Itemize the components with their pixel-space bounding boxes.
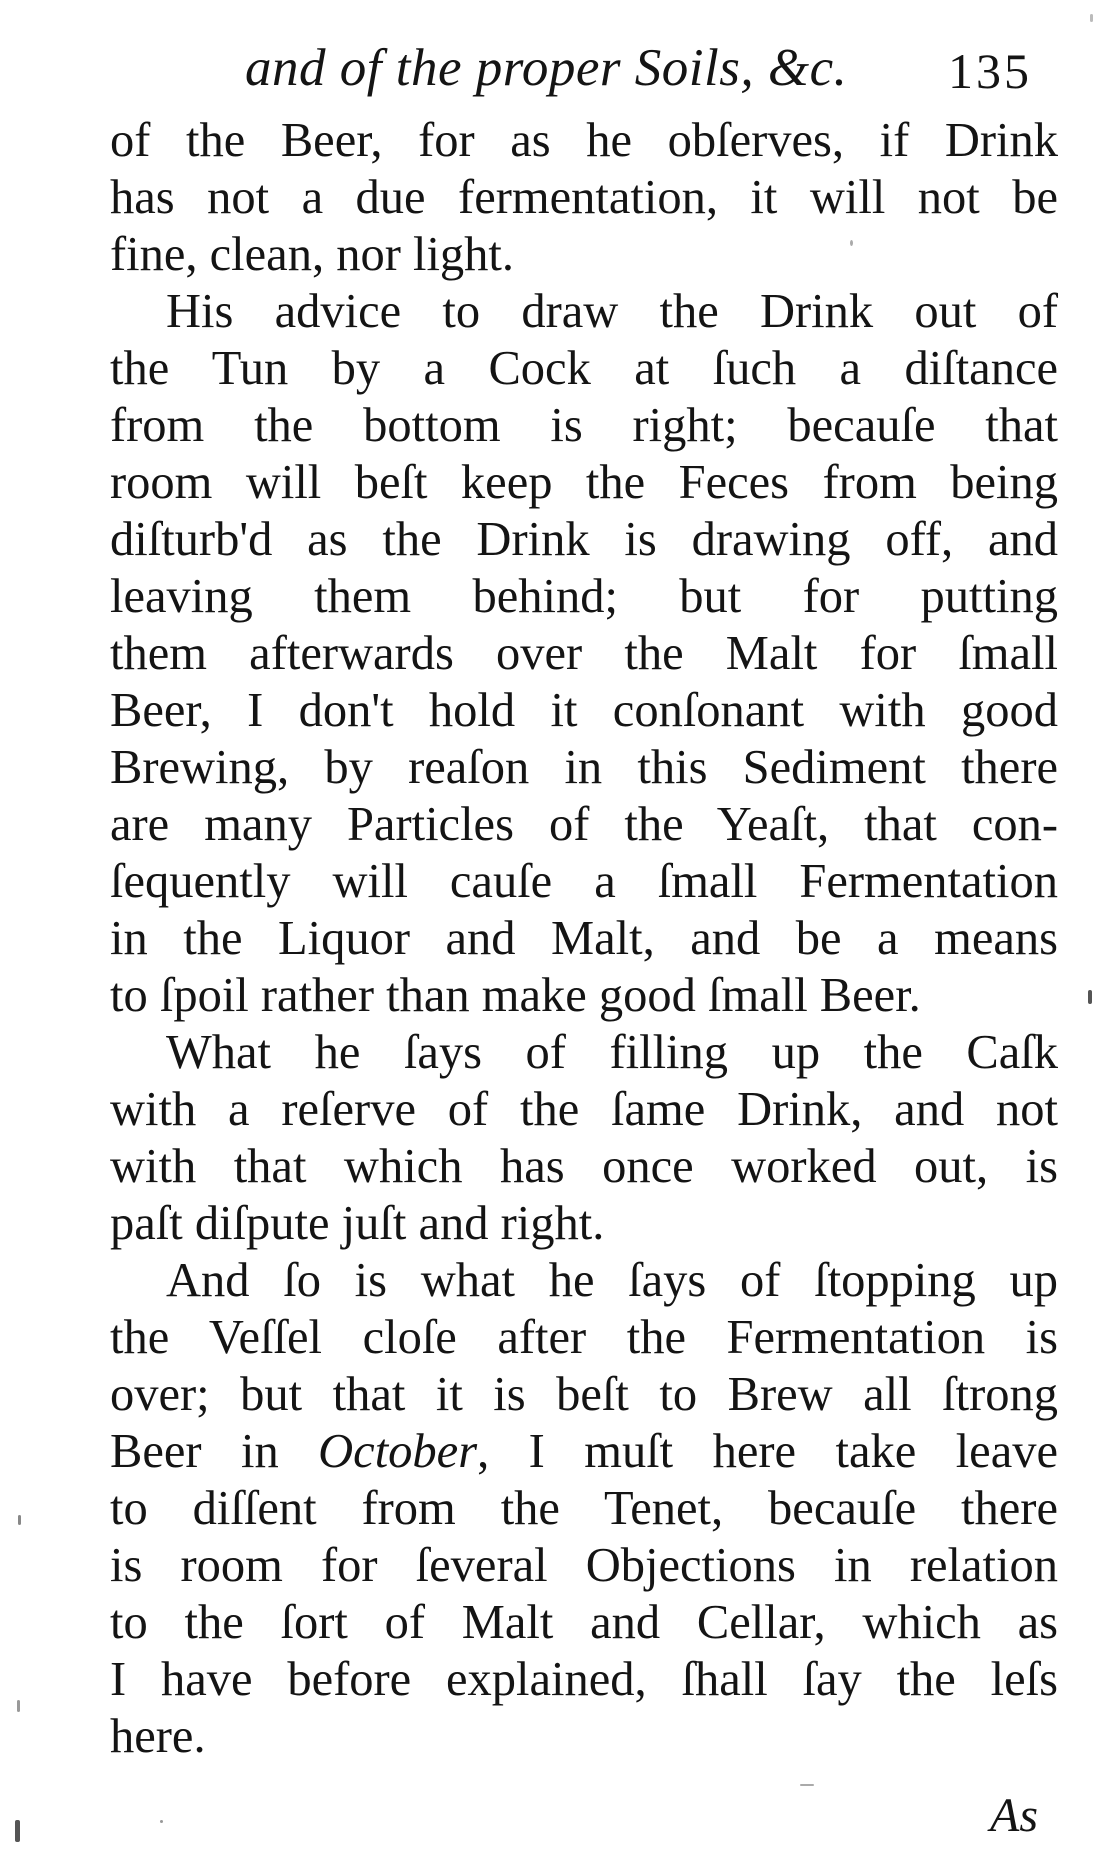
text-line: leaving them behind; but for putting	[110, 570, 1058, 623]
text-line: Beer, I don't hold it conſonant with good	[110, 684, 1058, 737]
text-line: over; but that it is beſt to Brew all ſtrong	[110, 1368, 1058, 1421]
text-segment: Beer in	[110, 1425, 319, 1478]
scan-speck	[160, 1820, 163, 1823]
text-line: with that which has once worked out, is	[110, 1140, 1058, 1193]
scan-speck	[18, 1515, 21, 1525]
text-line: to diſſent from the Tenet, becauſe there	[110, 1482, 1058, 1535]
scan-speck	[800, 1784, 814, 1786]
scan-speck	[17, 1700, 20, 1712]
text-line: to the ſort of Malt and Cellar, which as	[110, 1596, 1058, 1649]
scan-speck	[1088, 990, 1092, 1004]
body-text	[110, 112, 1058, 1765]
text-line: I have before explained, ſhall ſay the leſs	[110, 1653, 1058, 1706]
page-number: 135	[948, 43, 1032, 99]
italic-month: October	[318, 1425, 478, 1478]
running-head: and of the proper Soils, &c.	[245, 39, 848, 97]
scan-speck	[15, 1820, 20, 1842]
paragraph-start-line: What he ſays of filling up the Caſk	[166, 1026, 1058, 1079]
text-line: diſturb'd as the Drink is drawing off, and	[110, 513, 1058, 566]
text-line: has not a due fermentation, it will not be	[110, 171, 1058, 224]
text-line: with a reſerve of the ſame Drink, and not	[110, 1083, 1058, 1136]
paragraph-start-line: His advice to draw the Drink out of	[166, 285, 1058, 338]
text-line: are many Particles of the Yeaſt, that con-	[110, 798, 1058, 851]
text-line: the Tun by a Cock at ſuch a diſtance	[110, 342, 1058, 395]
text-line: to ſpoil rather than make good ſmall Beer.	[110, 969, 921, 1022]
text-line: is room for ſeveral Objections in relation	[110, 1539, 1058, 1592]
scan-speck	[850, 240, 853, 246]
text-line: paſt diſpute juſt and right.	[110, 1197, 605, 1250]
text-line: the Veſſel cloſe after the Fermentation is	[110, 1311, 1058, 1364]
text-line: fine, clean, nor light.	[110, 228, 515, 281]
text-line: from the bottom is right; becauſe that	[110, 399, 1058, 452]
text-line: in the Liquor and Malt, and be a means	[110, 912, 1058, 965]
text-line: room will beſt keep the Feces from being	[110, 456, 1058, 509]
text-line: here.	[110, 1710, 206, 1763]
text-line: them afterwards over the Malt for ſmall	[110, 627, 1058, 680]
scan-speck	[1090, 14, 1093, 22]
text-line: of the Beer, for as he obſerves, if Drink	[110, 114, 1058, 167]
text-segment: , I muſt here take leave	[477, 1425, 1058, 1478]
catchword: As	[990, 1789, 1038, 1842]
text-line-with-italic	[110, 1423, 1058, 1480]
text-line: ſequently will cauſe a ſmall Fermentation	[110, 855, 1058, 908]
paragraph-start-line: And ſo is what he ſays of ſtopping up	[166, 1254, 1058, 1307]
text-line: Brewing, by reaſon in this Sediment there	[110, 741, 1058, 794]
